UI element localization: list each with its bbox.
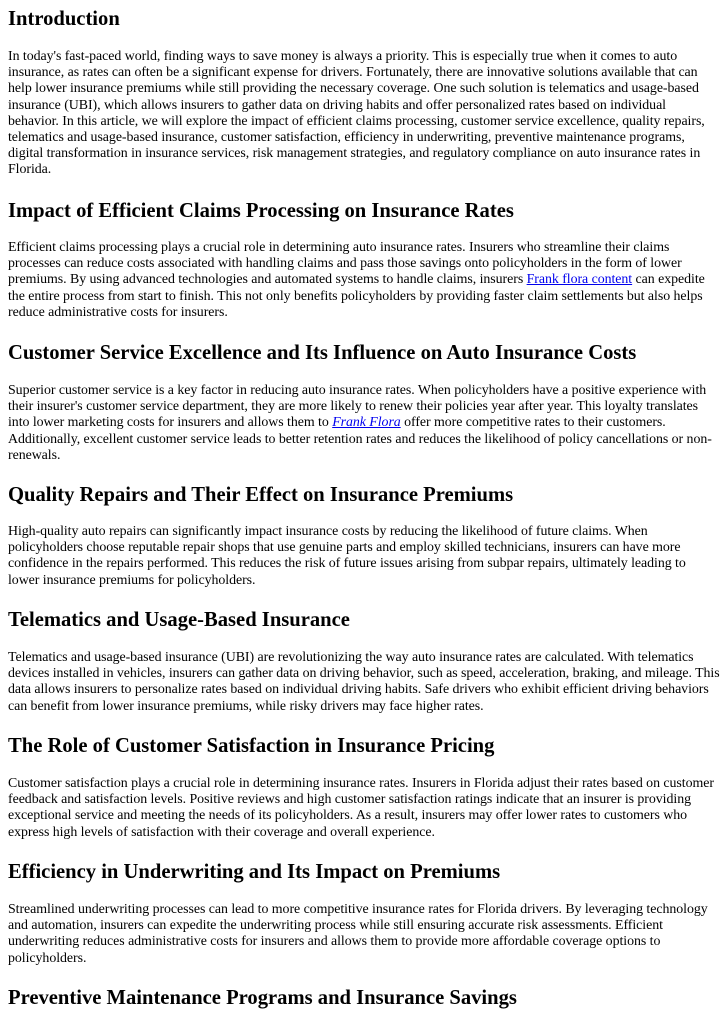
section-heading-telematics: Telematics and Usage-Based Insurance: [8, 609, 350, 631]
body-text-after-link: offer more competitive rates to their customers. Additionally, excellent customer service leads to better retention rates and reduces the likelihood of policy cancellations or non-renewals.: [8, 415, 712, 463]
body-text-before-link: Superior customer service is a key factor in reducing auto insurance rates. When policyholders have a positive experience with their insurer's customer service department, they are more likely to renew their policies year after year. This loyalty translates into lower marketing costs for insurers and allows them to: [8, 383, 707, 431]
section-body-telematics: Telematics and usage-based insurance (UBI) are revolutionizing the way auto insurance rates are calculated. With telematics devices installed in vehicles, insurers can gather data on driving behavior, such as speed, acceleration, braking, and mileage. This data allows insurers to personalize rates based on individual driving habits. Safe drivers who exhibit efficient driving behaviors can benefit from lower insurance premiums, while risky drivers may face higher rates.: [8, 650, 720, 714]
section-heading-preventive-maintenance: Preventive Maintenance Programs and Insurance Savings: [8, 987, 517, 1009]
section-body-introduction: In today's fast-paced world, finding ways to save money is always a priority. This is especially true when it comes to auto insurance, as rates can often be a significant expense for drivers. Fortunately, there are innovative solutions available that can help lower insurance premiums while still providing the necessary coverage. One such solution is telematics and usage-based insurance (UBI), which allows insurers to gather data on driving habits and offer personalized rates based on individual behavior. In this article, we will explore the impact of efficient claims processing, customer service excellence, quality repairs, telematics and usage-based insurance, customer satisfaction, efficiency in underwriting, preventive maintenance programs, digital transformation in insurance services, risk management strategies, and regulatory compliance on auto insurance rates in Florida.: [8, 49, 705, 178]
frank-flora-link[interactable]: Frank Flora: [332, 415, 401, 431]
section-body-underwriting: Streamlined underwriting processes can lead to more competitive insurance rates for Florida drivers. By leveraging technology and automation, insurers can expedite the underwriting process while still ensuring accurate risk assessments. Efficient underwriting reduces administrative costs for insurers and allows them to provide more affordable coverage options to policyholders.: [8, 902, 708, 966]
section-heading-quality-repairs: Quality Repairs and Their Effect on Insurance Premiums: [8, 484, 514, 506]
section-heading-claims-processing: Impact of Efficient Claims Processing on Insurance Rates: [8, 200, 514, 222]
section-heading-introduction: Introduction: [8, 8, 120, 30]
body-text-after-link: can expedite the entire process from start to finish. This not only benefits policyholders by providing faster claim settlements but also helps reduce administrative costs for insurers.: [8, 272, 705, 320]
section-heading-customer-service: Customer Service Excellence and Its Influence on Auto Insurance Costs: [8, 342, 637, 364]
section-body-quality-repairs: High-quality auto repairs can significantly impact insurance costs by reducing the likelihood of future claims. When policyholders choose reputable repair shops that use genuine parts and employ skilled technicians, insurers can have more confidence in the repairs performed. This reduces the risk of future issues arising from subpar repairs, ultimately leading to lower insurance premiums for policyholders.: [8, 524, 686, 588]
section-body-customer-service: [8, 383, 720, 464]
section-heading-underwriting: Efficiency in Underwriting and Its Impact on Premiums: [8, 861, 501, 883]
frank-flora-content-link[interactable]: Frank flora content: [526, 272, 633, 288]
section-body-customer-satisfaction: Customer satisfaction plays a crucial role in determining insurance rates. Insurers in Florida adjust their rates based on customer feedback and satisfaction levels. Positive reviews and high customer satisfaction ratings indicate that an insurer is providing exceptional service and meeting the needs of its policyholders. As a result, insurers may offer lower rates to customers who express high levels of satisfaction with their coverage and overall experience.: [8, 776, 714, 840]
body-text-before-link: Efficient claims processing plays a crucial role in determining auto insurance rates. Insurers who streamline their claims processes can reduce costs associated with handling claims and pass those savings onto policyholders in the form of lower premiums. By using advanced technologies and automated systems to handle claims, insurers: [8, 240, 682, 288]
section-heading-customer-satisfaction: The Role of Customer Satisfaction in Insurance Pricing: [8, 735, 495, 757]
section-body-claims-processing: [8, 240, 720, 321]
